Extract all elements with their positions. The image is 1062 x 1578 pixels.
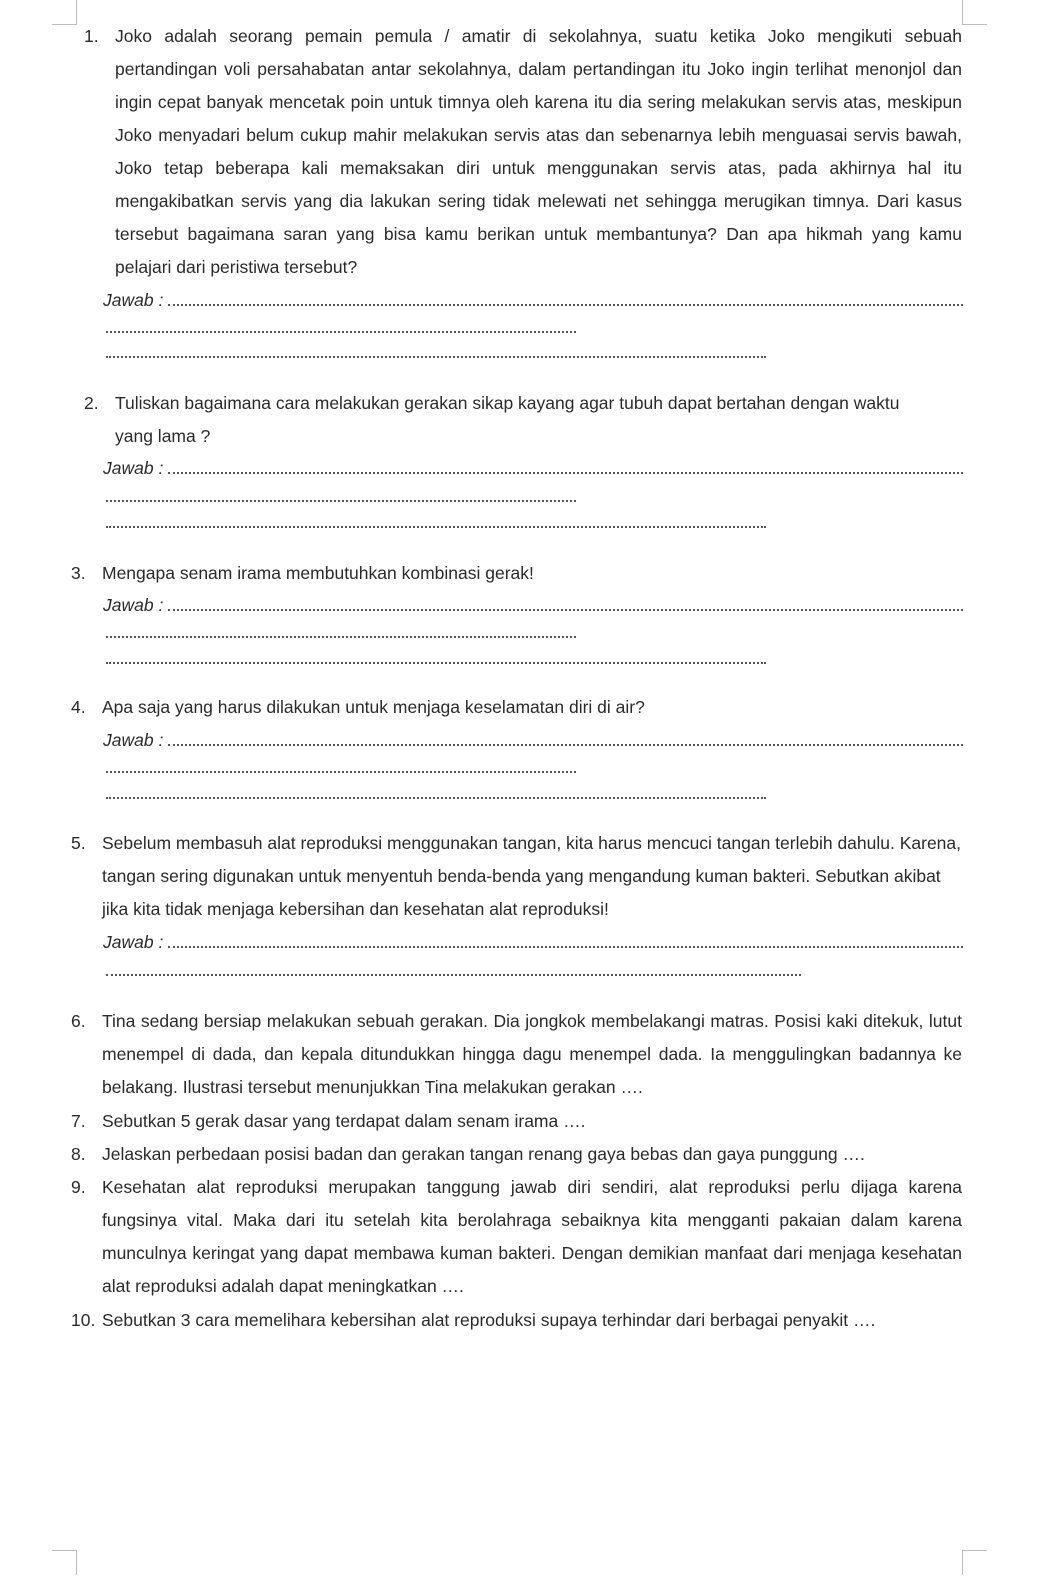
question-text: Sebutkan 5 gerak dasar yang terdapat dalam senam irama …. (102, 1111, 586, 1131)
answer-dotted-line[interactable] (106, 636, 576, 638)
dotted-line (168, 744, 963, 746)
question-number: 2. (84, 393, 99, 413)
question-text: Apa saja yang harus dilakukan untuk menjaga keselamatan diri di air? (102, 697, 645, 717)
question-number: 9. (71, 1177, 86, 1197)
question-text: Mengapa senam irama membutuhkan kombinasi gerak! (102, 563, 534, 583)
crop-mark-top-right (962, 0, 987, 25)
question-9 (71, 1171, 962, 1303)
question-number: 3. (71, 563, 86, 583)
jawab-label: Jawab : (103, 730, 164, 750)
question-text: Tina sedang bersiap melakukan sebuah gerakan. Dia jongkok membelakangi matras. Posisi kaki ditekuk, lutut menempel di dada, dan kepala ditundukkan hingga dagu menempel dada. Ia menggulingkan badannya ke belakang. Ilustrasi tersebut menunjukkan Tina melakukan gerakan …. (102, 1011, 962, 1097)
question-text: Tuliskan bagaimana cara melakukan gerakan sikap kayang agar tubuh dapat bertahan dengan waktu yang lama ? (115, 393, 900, 446)
answer-dotted-line[interactable] (106, 662, 766, 664)
question-number: 7. (71, 1111, 86, 1131)
answer-dotted-line[interactable] (106, 356, 766, 358)
answer-dotted-line[interactable] (106, 797, 766, 799)
answer-line-2[interactable] (103, 458, 963, 479)
question-text: Sebutkan 3 cara memelihara kebersihan alat reproduksi supaya terhindar dari berbagai penyakit …. (102, 1310, 876, 1330)
question-7 (71, 1105, 962, 1138)
jawab-label: Jawab : (103, 458, 164, 478)
question-4 (71, 691, 962, 724)
dotted-line (168, 472, 963, 474)
question-text: Jelaskan perbedaan posisi badan dan gerakan tangan renang gaya bebas dan gaya punggung …. (102, 1144, 865, 1164)
crop-mark-bottom-right (962, 1550, 987, 1575)
dotted-line (168, 609, 963, 611)
jawab-label: Jawab : (103, 595, 164, 615)
crop-mark-top-left (52, 0, 77, 25)
jawab-label: Jawab : (103, 290, 164, 310)
question-number: 5. (71, 833, 86, 853)
question-3 (71, 557, 962, 590)
answer-line-1[interactable] (103, 290, 963, 311)
question-2 (84, 387, 962, 453)
answer-line-4[interactable] (103, 730, 963, 751)
question-text: Joko adalah seorang pemain pemula / amatir di sekolahnya, suatu ketika Joko mengikuti sebuah pertandingan voli persahabatan antar sekolahnya, dalam pertandingan itu Joko ingin terlihat menonjol dan ingin cepat banyak mencetak poin untuk timnya oleh karena itu dia sering melakukan servis atas, meskipun Joko menyadari belum cukup mahir melakukan servis atas dan sebenarnya lebih menguasai servis bawah, Joko tetap beberapa kali memaksakan diri untuk menggunakan servis atas, pada akhirnya hal itu mengakibatkan servis yang dia lakukan sering tidak melewati net sehingga merugikan timnya. Dari kasus tersebut bagaimana saran yang bisa kamu berikan untuk membantunya? Dan apa hikmah yang kamu pelajari dari peristiwa tersebut? (115, 26, 962, 277)
question-number: 1. (84, 26, 99, 46)
question-number: 4. (71, 697, 86, 717)
question-number: 8. (71, 1144, 86, 1164)
question-10 (71, 1304, 962, 1337)
answer-dotted-line[interactable] (106, 331, 576, 333)
question-6 (71, 1005, 962, 1104)
jawab-label: Jawab : (103, 932, 164, 952)
question-5 (71, 827, 962, 926)
question-1 (84, 20, 962, 284)
question-text: Sebelum membasuh alat reproduksi menggunakan tangan, kita harus mencuci tangan terlebih dahulu. Karena, tangan sering digunakan untuk menyentuh benda-benda yang mengandung kuman bakteri. Sebutkan akibat jika kita tidak menjaga kebersihan dan kesehatan alat reproduksi! (102, 833, 962, 919)
question-text: Kesehatan alat reproduksi merupakan tanggung jawab diri sendiri, alat reproduksi perlu dijaga karena fungsinya vital. Maka dari itu setelah kita berolahraga sebaiknya kita mengganti pakaian dalam karena munculnya keringat yang dapat membawa kuman bakteri. Dengan demikian manfaat dari menjaga kesehatan alat reproduksi adalah dapat meningkatkan …. (102, 1177, 962, 1296)
answer-line-3[interactable] (103, 595, 963, 616)
answer-dotted-line[interactable] (106, 500, 576, 502)
dotted-line (168, 304, 963, 306)
answer-dotted-line[interactable] (106, 974, 801, 976)
question-8 (71, 1138, 962, 1171)
answer-line-5[interactable] (103, 932, 963, 953)
dotted-line (168, 946, 963, 948)
answer-dotted-line[interactable] (106, 771, 576, 773)
question-number: 6. (71, 1011, 86, 1031)
crop-mark-bottom-left (52, 1550, 77, 1575)
question-number: 10. (71, 1310, 96, 1330)
answer-dotted-line[interactable] (106, 526, 766, 528)
